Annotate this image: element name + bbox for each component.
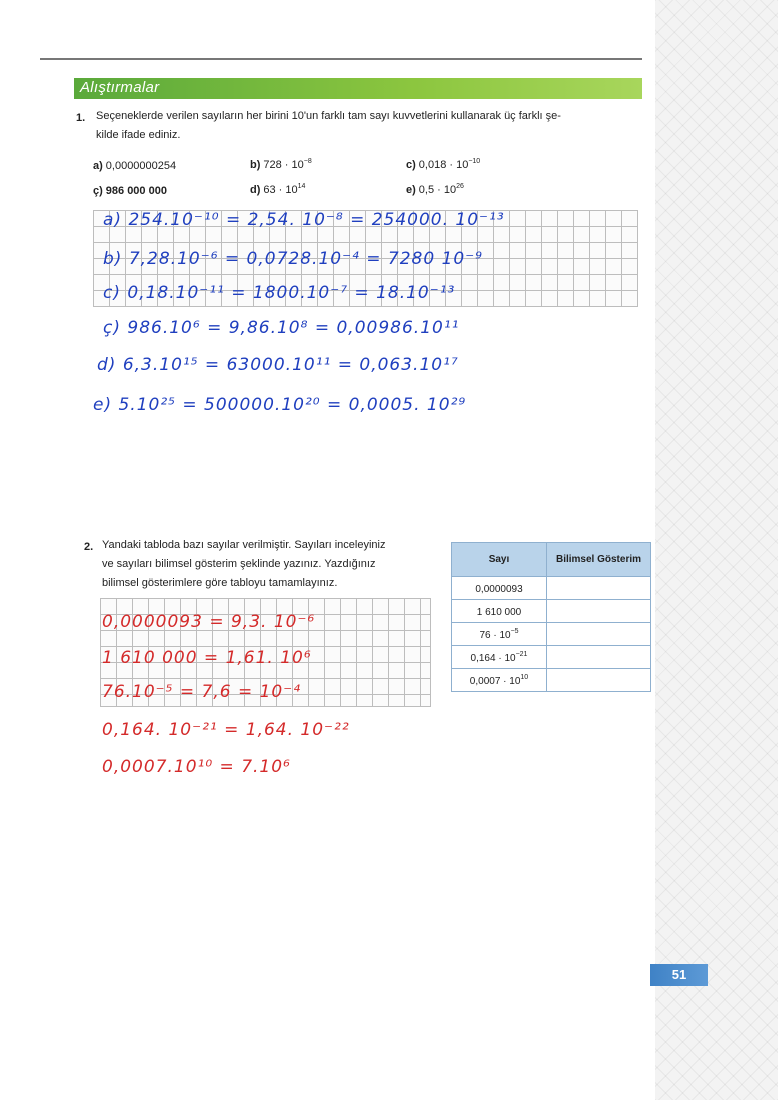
- table-cell-scientific[interactable]: [547, 669, 651, 692]
- table-row: [452, 577, 651, 600]
- table-cell-scientific[interactable]: [547, 646, 651, 669]
- option-a: a) 0,0000000254: [93, 160, 177, 172]
- page-number: 51: [671, 967, 687, 982]
- question-2-text: [102, 536, 437, 593]
- scientific-notation-table: [451, 542, 651, 692]
- question-2-line-1: Yandaki tabloda bazı sayılar verilmiştir. Sayıları inceleyiniz: [102, 539, 386, 551]
- question-2-line-3: bilimsel gösterimlere göre tabloyu tamamlayınız.: [102, 577, 338, 589]
- option-b: b) $728 \cdot 10^{-8}$: [250, 158, 312, 171]
- handwriting-row-2: 1 610 000 = 1,61. 10⁶: [102, 648, 312, 668]
- handwriting-e: e) 5.10²⁵ = 500000.10²⁰ = 0,0005. 10²⁹: [93, 395, 467, 415]
- table-cell-number: $0,164 \cdot 10^{-21}$: [452, 646, 547, 669]
- table-cell-number: 0,0000093: [452, 577, 547, 600]
- question-2-line-2: ve sayıları bilimsel gösterim şeklinde yazınız. Yazdığınız: [102, 558, 376, 570]
- handwriting-row-3: 76.10⁻⁵ = 7,6 = 10⁻⁴: [102, 682, 302, 702]
- table-cell-scientific[interactable]: [547, 577, 651, 600]
- side-margin-pattern: [655, 0, 778, 1100]
- section-header: [74, 78, 642, 99]
- option-cc: ç) 986 000 000: [93, 185, 167, 197]
- handwriting-d: d) 6,3.10¹⁵ = 63000.10¹¹ = 0,063.10¹⁷: [97, 355, 459, 375]
- top-divider: [40, 58, 642, 60]
- table-row: [452, 669, 651, 692]
- table-header-row: [452, 543, 651, 577]
- column-header-number: Sayı: [452, 543, 547, 577]
- question-1-line-1: Seçeneklerde verilen sayıların her birini 10'un farklı tam sayı kuvvetlerini kullanarak üç farklı şe-: [96, 110, 561, 122]
- table-row: [452, 646, 651, 669]
- question-2-number: 2.: [84, 541, 94, 553]
- page-number-tab: [650, 964, 708, 986]
- handwriting-row-4: 0,164. 10⁻²¹ = 1,64. 10⁻²²: [102, 720, 350, 740]
- handwriting-a: a) 254.10⁻¹⁰ = 2,54. 10⁻⁸ = 254000. 10⁻¹³: [103, 210, 505, 230]
- table-cell-number: $76 \cdot 10^{-5}$: [452, 623, 547, 646]
- handwriting-cc: ç) 986.10⁶ = 9,86.10⁸ = 0,00986.10¹¹: [103, 318, 460, 338]
- table-row: [452, 623, 651, 646]
- question-1-number: 1.: [76, 112, 86, 124]
- option-e: e) $0,5 \cdot 10^{26}$: [406, 183, 464, 196]
- handwriting-b: b) 7,28.10⁻⁶ = 0,0728.10⁻⁴ = 7280 10⁻⁹: [103, 249, 484, 269]
- option-d: d) $63 \cdot 10^{14}$: [250, 183, 306, 196]
- option-c: c) $0,018 \cdot 10^{-10}$: [406, 158, 481, 171]
- table-row: [452, 600, 651, 623]
- handwriting-row-5: 0,0007.10¹⁰ = 7.10⁶: [102, 757, 291, 777]
- table-cell-number: 1 610 000: [452, 600, 547, 623]
- section-title: Alıştırmalar: [80, 79, 160, 96]
- column-header-scientific: Bilimsel Gösterim: [547, 543, 651, 577]
- handwriting-row-1: 0,0000093 = 9,3. 10⁻⁶: [102, 612, 316, 632]
- question-1-text: [96, 107, 656, 145]
- question-1-line-2: kilde ifade ediniz.: [96, 129, 181, 141]
- table-cell-number: $0,0007 \cdot 10^{10}$: [452, 669, 547, 692]
- table-cell-scientific[interactable]: [547, 623, 651, 646]
- handwriting-c: c) 0,18.10⁻¹¹ = 1800.10⁻⁷ = 18.10⁻¹³: [103, 283, 456, 303]
- table-cell-scientific[interactable]: [547, 600, 651, 623]
